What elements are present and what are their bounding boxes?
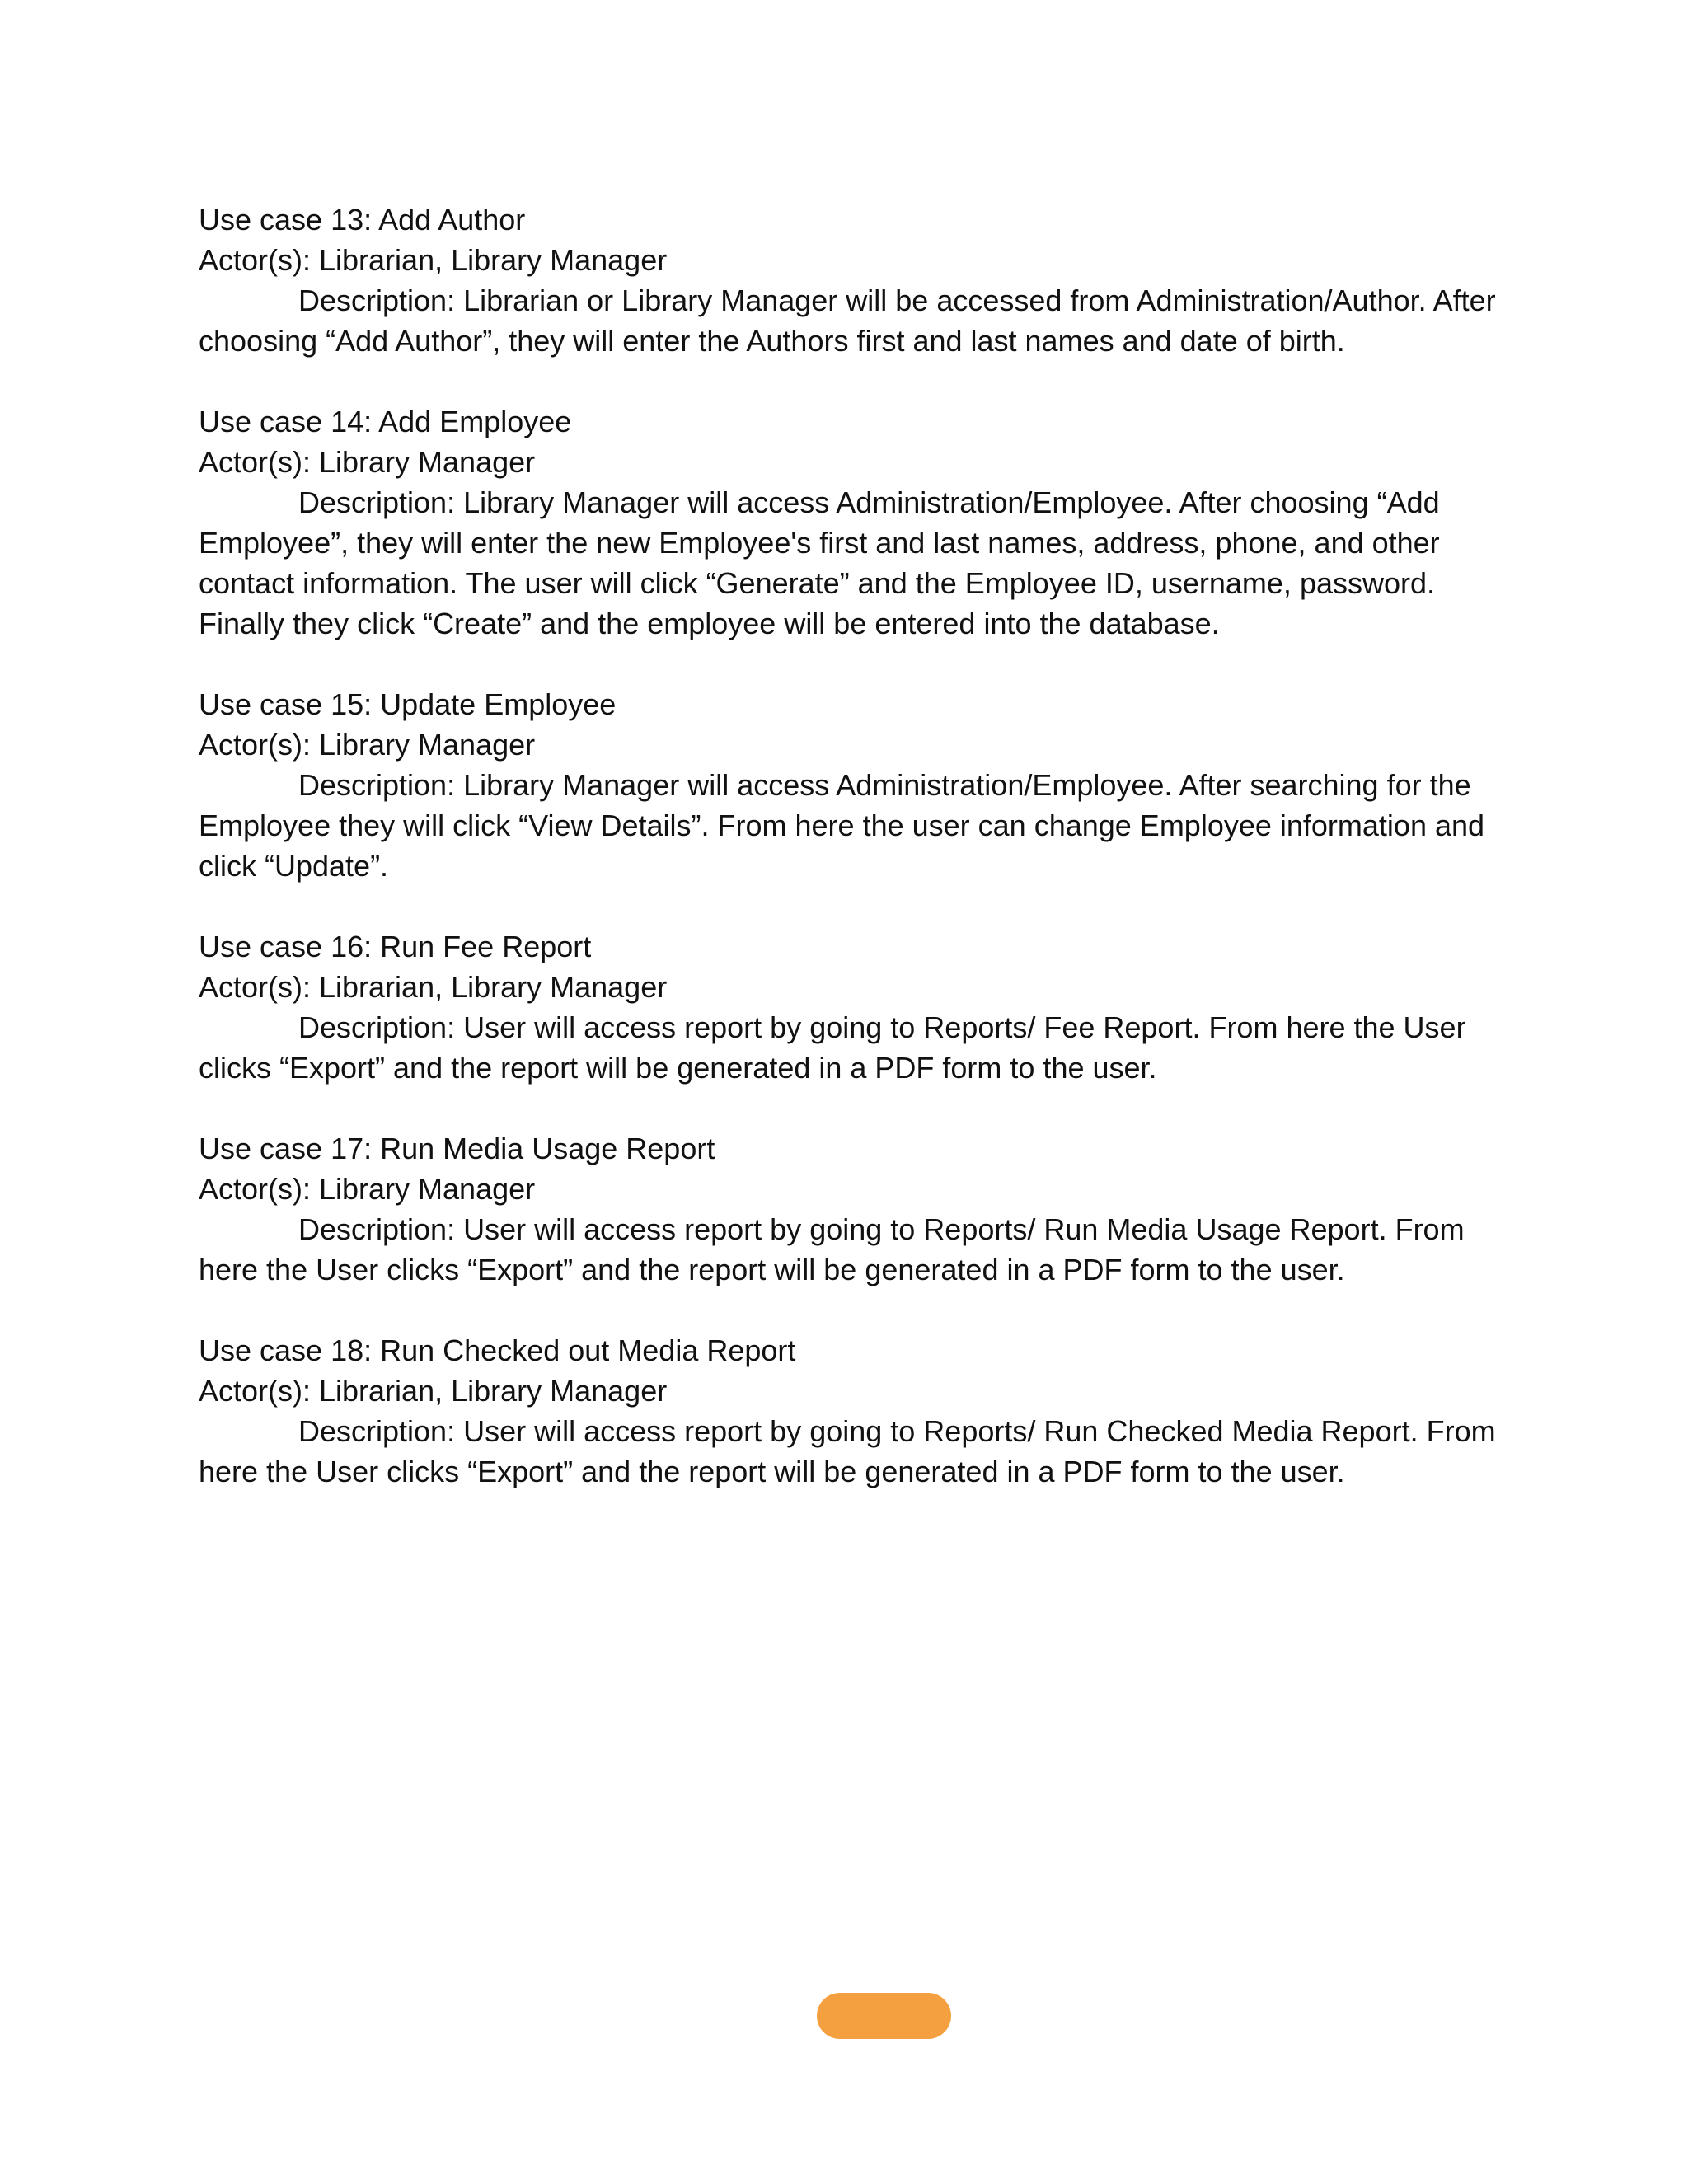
use-case-actors: Actor(s): Librarian, Library Manager	[199, 970, 668, 1004]
use-case-actors: Actor(s): Librarian, Library Manager	[199, 243, 668, 277]
use-case-title: Use case 13: Add Author	[199, 203, 526, 237]
use-case-title: Use case 18: Run Checked out Media Report	[199, 1333, 796, 1367]
use-case-description: Description: User will access report by going to Reports/ Run Media Usage Report. From here the User clicks “Export” and the report will be generated in a PDF form to the user.	[199, 1212, 1465, 1286]
use-case-title: Use case 17: Run Media Usage Report	[199, 1132, 715, 1165]
use-case-title: Use case 15: Update Employee	[199, 687, 617, 721]
use-case-18	[199, 1330, 1501, 1492]
use-case-title: Use case 16: Run Fee Report	[199, 930, 592, 963]
use-case-description: Description: User will access report by going to Reports/ Fee Report. From here the User clicks “Export” and the report will be generated in a PDF form to the user.	[199, 1010, 1466, 1085]
use-case-13	[199, 199, 1501, 361]
use-case-description: Description: Library Manager will access Administration/Employee. After choosing “Add Employee”, they will enter the new Employee's first and last names, address, phone, and other contact information. The user will click “Generate” and the Employee ID, username, password. Finally they click “Create” and the employee will be entered into the database.	[199, 485, 1440, 640]
use-case-actors: Actor(s): Library Manager	[199, 445, 536, 479]
page-number-badge	[817, 1993, 951, 2039]
use-case-description: Description: Library Manager will access Administration/Employee. After searching for the Employee they will click “View Details”. From here the user can change Employee information and click “Update”.	[199, 768, 1485, 883]
use-case-17	[199, 1128, 1501, 1290]
use-case-list	[199, 199, 1501, 1532]
use-case-description: Description: Librarian or Library Manager will be accessed from Administration/Author. After choosing “Add Author”, they will enter the Authors first and last names and date of birth.	[199, 284, 1496, 358]
use-case-actors: Actor(s): Library Manager	[199, 1172, 536, 1206]
use-case-15	[199, 684, 1501, 886]
use-case-actors: Actor(s): Librarian, Library Manager	[199, 1374, 668, 1408]
use-case-description: Description: User will access report by going to Reports/ Run Checked Media Report. From here the User clicks “Export” and the report will be generated in a PDF form to the user.	[199, 1414, 1496, 1488]
use-case-actors: Actor(s): Library Manager	[199, 728, 536, 762]
use-case-title: Use case 14: Add Employee	[199, 405, 572, 438]
use-case-16	[199, 926, 1501, 1088]
use-case-14	[199, 401, 1501, 644]
